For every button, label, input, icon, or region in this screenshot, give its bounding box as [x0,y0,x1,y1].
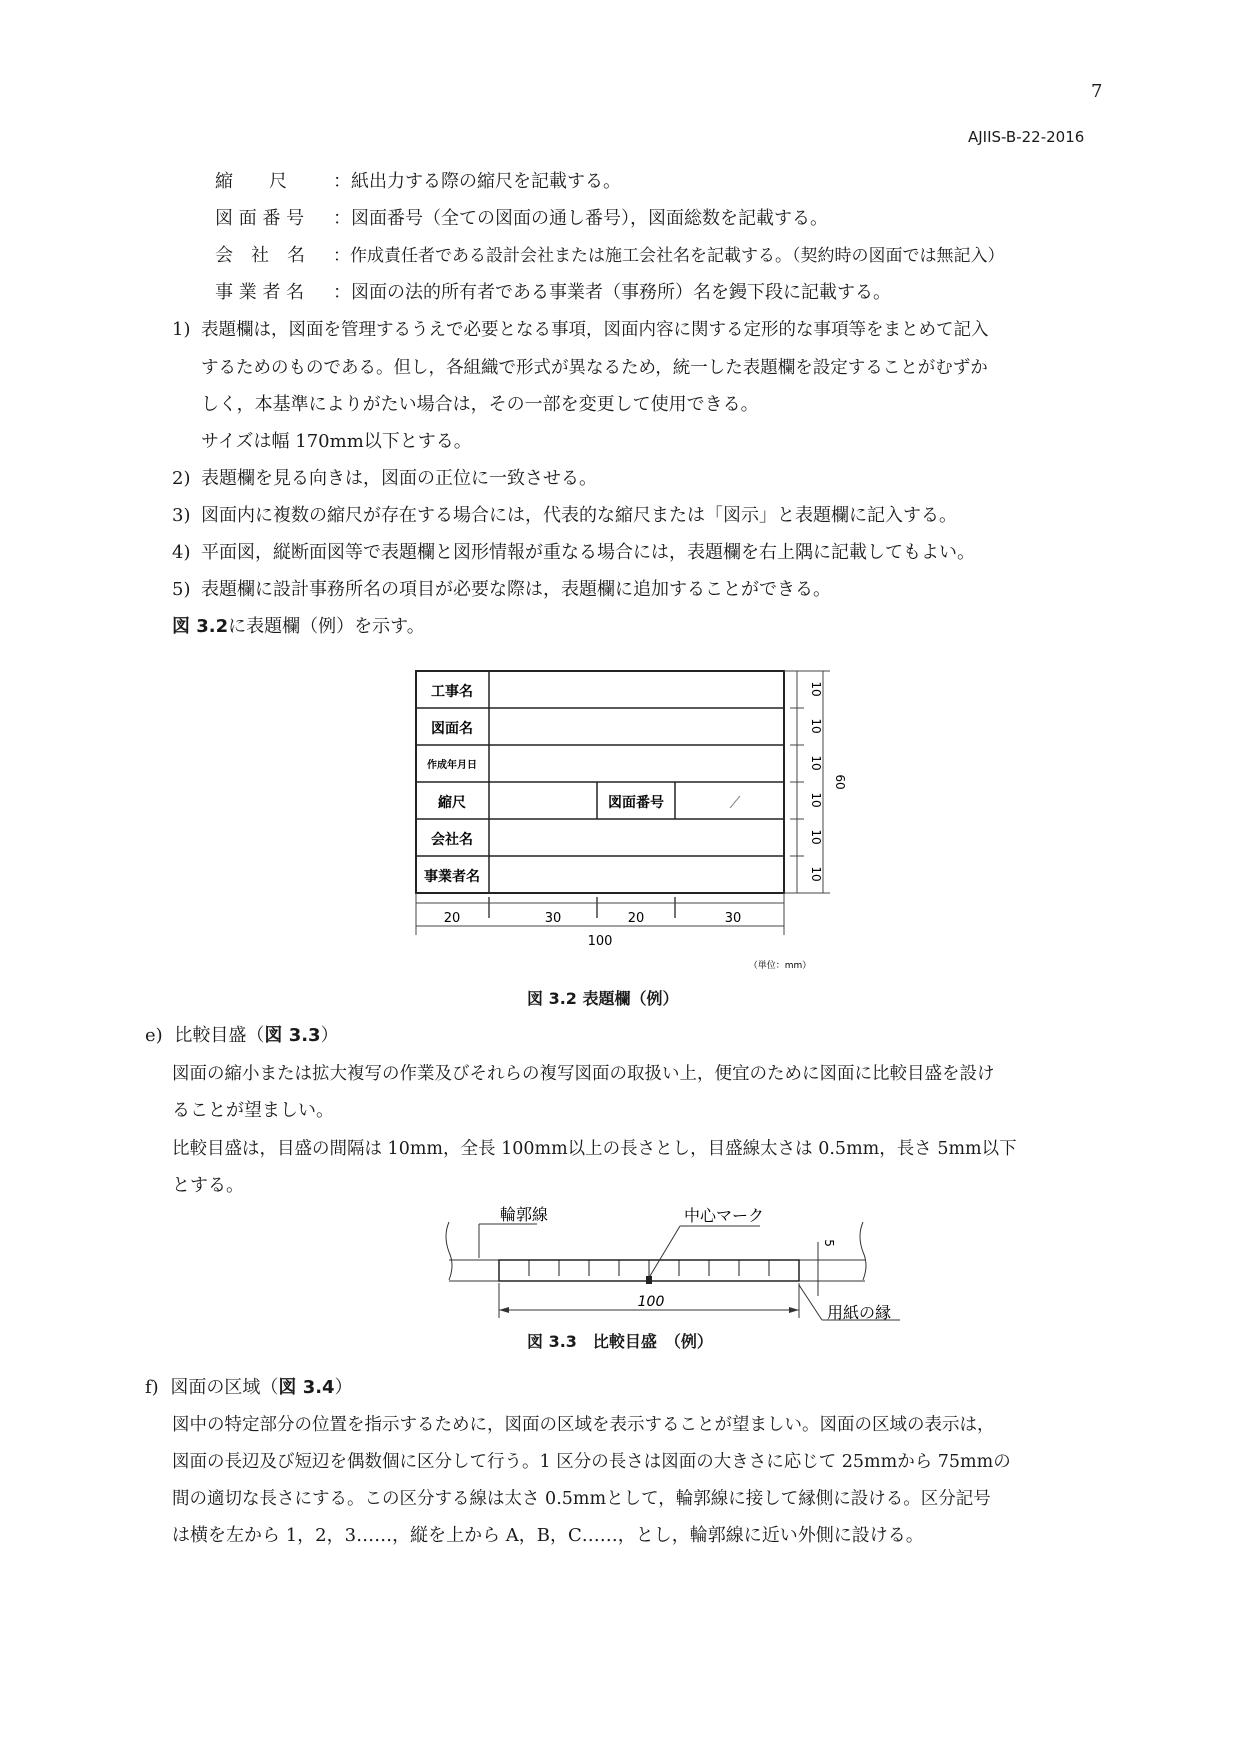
outline-label: 輪郭線 [500,1205,549,1224]
paper-break-left [446,1222,452,1280]
row-dimension-label: 10 [809,681,823,697]
definition-term-owner: 事 業 者 名 [215,282,305,303]
note-4-text: 平面図，縦断面図等で表題欄と図形情報が重なる場合には，表題欄を右上隅に記載してもよい。 [201,542,975,563]
drawing-number-label: 図面番号 [608,795,664,811]
row-dimension-label: 10 [809,866,823,882]
definition-text-company: ：作成責任者である設計会社または施工会社名を記載する。（契約時の図面では無記入） [333,246,1005,266]
note-2-text: 表題欄を見る向きは，図面の正位に一致させる。 [201,468,597,489]
section-f-title-end: ） [334,1377,353,1398]
column-dimension-label: 20 [443,911,461,926]
figure-reference [172,615,425,639]
row-label: 事業者名 [424,869,480,885]
row-label: 工事名 [431,684,473,700]
section-e-paragraph-1-line-2: ることが望ましい。 [172,1100,334,1121]
figure-3-3-caption: 図 3.3 比較目盛 （例） [527,1332,713,1351]
row-dimension-label: 10 [809,718,823,734]
section-e-figure-ref: 図 3.3 [264,1025,321,1046]
edge-leader [799,1285,822,1320]
center-mark [646,1276,652,1284]
section-e-paragraph-2-line-2: とする。 [172,1175,244,1196]
section-e-heading [145,1024,339,1048]
definition-term-scale: 縮 尺 [215,171,287,192]
note-1-line-2: するためのものである。但し，各組織で形式が異なるため，統一した表題欄を設定することがむずか [201,358,988,378]
section-e-paragraph-2-line-1: 比較目盛は，目盛の間隔は 10mm，全長 100mm以上の長さとし，目盛線太さは 0.5mm，長さ 5mm以下 [172,1139,1017,1159]
definition-term-drawing-number: 図 面 番 号 [215,208,305,229]
row-label: 図面名 [431,721,473,737]
note-1-line-1: 表題欄は，図面を管理するうえで必要となる事項，図面内容に関する定形的な事項等をまとめて記入 [201,320,989,340]
section-e-title-end: ） [320,1025,339,1046]
paper-edge-label: 用紙の縁 [827,1303,892,1322]
section-f-label: f) [145,1377,159,1398]
section-e-label: e) [145,1025,163,1046]
row-dimension-label: 10 [809,829,823,845]
document-id: AJIIS-B-22-2016 [968,128,1085,146]
note-5-text: 表題欄に設計事務所名の項目が必要な際は，表題欄に追加することができる。 [201,579,831,600]
definition-text-drawing-number: ：図面番号（全ての図面の通し番号），図面総数を記載する。 [333,208,828,229]
figure-3-2-caption: 図 3.2 表題欄（例） [527,989,679,1008]
arrow-head [789,1307,799,1313]
row-dimension-label: 10 [809,755,823,771]
section-f-heading [145,1376,353,1400]
column-dimension-label: 30 [724,911,742,926]
section-f-figure-ref: 図 3.4 [278,1377,335,1398]
center-mark-label: 中心マーク [684,1206,765,1225]
scale-bar [499,1260,799,1281]
section-e-title: 比較目盛（ [174,1025,265,1046]
note-2-number: 2) [172,468,191,489]
column-dimension-label: 30 [544,911,562,926]
note-1-line-4: サイズは幅 170mm以下とする。 [201,431,472,452]
row-label: 会社名 [431,832,473,848]
note-3-text: 図面内に複数の縮尺が存在する場合には，代表的な縮尺または「図示」と表題欄に記入する。 [201,505,957,526]
arrow-head [499,1307,509,1313]
figure-reference-text: に表題欄（例）を示す。 [228,616,425,637]
section-f-line-2: 図面の長辺及び短辺を偶数個に区分して行う。1 区分の長さは図面の大きさに応じて 25mmから 75mmの [172,1452,1011,1472]
center-leader [650,1226,680,1276]
length-label: 100 [637,1294,665,1310]
note-3-number: 3) [172,505,191,526]
note-1-line-3: しく，本基準によりがたい場合は，その一部を変更して使用できる。 [201,394,759,415]
height-label: 5 [822,1239,836,1247]
unit-label: （単位：mm） [748,961,812,971]
note-4-number: 4) [172,542,191,563]
row-dimension-label: 10 [809,792,823,808]
note-5-number: 5) [172,579,191,600]
definition-text-owner: ：図面の法的所有者である事業者（事務所）名を鏝下段に記載する。 [333,282,891,303]
section-e-paragraph-1-line-1: 図面の縮小または拡大複写の作業及びそれらの複写図面の取扱い上，便宜のために図面に比較目盛を設け [172,1064,995,1084]
row-label: 作成年月日 [427,760,477,771]
section-f-line-4: は横を左から 1，2，3……，縦を上から A，B，C……，とし，輪郭線に近い外側に設ける。 [172,1525,924,1546]
section-f-line-1: 図中の特定部分の位置を指示するために，図面の区域を表示することが望ましい。図面の区域の表示は， [172,1415,995,1435]
definition-text-scale: ：紙出力する際の縮尺を記載する。 [333,171,621,192]
title-block-frame [416,671,784,893]
paper-break-right [860,1222,866,1280]
total-width-label: 100 [587,934,613,949]
drawing-number-slash [730,796,740,808]
total-height-label: 60 [833,774,847,790]
column-dimension-label: 20 [627,911,645,926]
figure-reference-bold: 図 3.2 [172,616,229,637]
note-1-number: 1) [172,319,191,340]
definition-term-company: 会 社 名 [215,245,305,266]
section-f-title: 図面の区域（ [170,1377,279,1398]
page-number: 7 [1091,81,1103,102]
scale-ticks [529,1260,769,1281]
section-f-line-3: 間の適切な長さにする。この区分する線は太さ 0.5mmとして，輪郭線に接して縁側に設ける。区分記号 [172,1489,991,1509]
row-label: 縮尺 [438,795,466,811]
